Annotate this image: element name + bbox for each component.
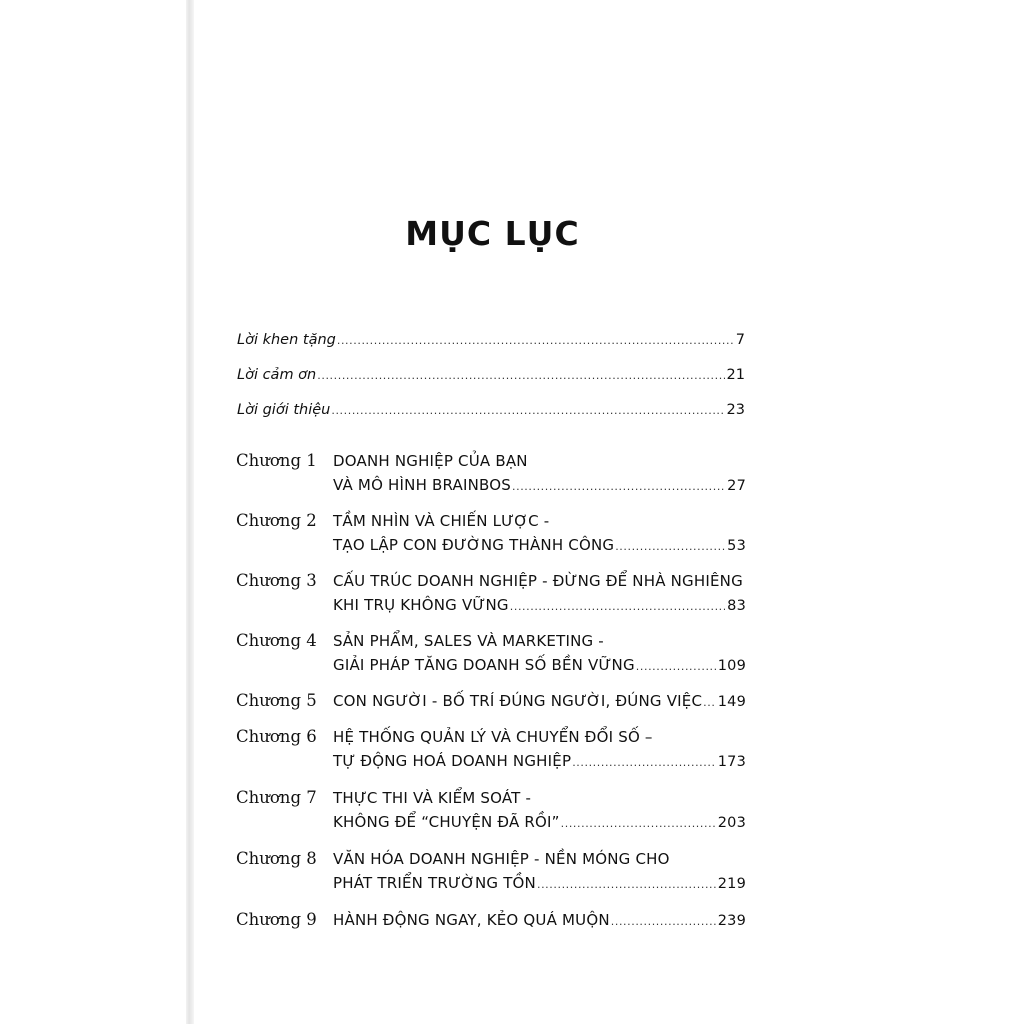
page-title: MỤC LỤC [405, 214, 580, 253]
dot-leader [561, 817, 716, 830]
entry-label: Lời khen tặng [237, 332, 336, 348]
toc-entry-loi-khen-tang [237, 332, 745, 354]
chapter-title-text: HÀNH ĐỘNG NGAY, KẺO QUÁ MUỘN [333, 911, 610, 929]
dot-leader [703, 696, 716, 709]
chapter-page-number: 203 [717, 815, 746, 831]
toc-entry-loi-gioi-thieu [237, 402, 745, 424]
chapter-number: Chương 5 [236, 691, 317, 710]
chapter-title-line-1 [333, 692, 746, 714]
chapter-number: Chương 3 [236, 571, 317, 590]
chapter-title-text: VÀ MÔ HÌNH BRAINBOS [333, 476, 511, 494]
chapter-page-number: 219 [717, 876, 746, 892]
chapter-title-line-1 [333, 572, 746, 594]
dot-leader [572, 756, 716, 769]
chapter-title-text: TẦM NHÌN VÀ CHIẾN LƯỢC - [333, 512, 550, 530]
chapter-title-text: SẢN PHẨM, SALES VÀ MARKETING - [333, 632, 604, 650]
toc-entry-loi-cam-on [237, 367, 745, 389]
chapter-title-line-1 [333, 512, 746, 534]
chapter-title-text: HỆ THỐNG QUẢN LÝ VÀ CHUYỂN ĐỔI SỐ – [333, 728, 653, 746]
chapter-page-number: 27 [727, 478, 746, 494]
chapter-title-text: CẤU TRÚC DOANH NGHIỆP - ĐỪNG ĐỂ NHÀ NGHIÊNG [333, 572, 743, 590]
dot-leader [331, 404, 724, 417]
chapter-title-line-1 [333, 452, 746, 474]
chapter-title-text: THỰC THI VÀ KIỂM SOÁT - [333, 789, 532, 807]
chapter-title-text: KHI TRỤ KHÔNG VỮNG [333, 596, 509, 614]
entry-page-number: 23 [726, 402, 745, 418]
chapter-page-number: 53 [727, 538, 746, 554]
chapter-title-text: PHÁT TRIỂN TRƯỜNG TỒN [333, 874, 536, 892]
chapter-title-line-1 [333, 632, 746, 654]
chapter-page-number: 239 [717, 913, 746, 929]
chapter-page-number: 83 [727, 598, 746, 614]
chapter-title-line-1 [333, 850, 746, 872]
chapter-title-line-1 [333, 789, 746, 811]
chapter-number: Chương 7 [236, 788, 317, 807]
chapter-title-text: DOANH NGHIỆP CỦA BẠN [333, 452, 528, 470]
book-spine-shadow [186, 0, 194, 1024]
chapter-title-line-2 [333, 752, 746, 774]
chapter-title-text: GIẢI PHÁP TĂNG DOANH SỐ BỀN VỮNG [333, 656, 635, 674]
chapter-title-text: CON NGƯỜI - BỐ TRÍ ĐÚNG NGƯỜI, ĐÚNG VIỆC [333, 692, 703, 710]
chapter-number: Chương 1 [236, 451, 317, 470]
dot-leader [317, 369, 724, 382]
dot-leader [510, 600, 725, 613]
dot-leader [615, 540, 725, 553]
chapter-title-line-2 [333, 536, 746, 558]
chapter-page-number: 149 [717, 694, 746, 710]
chapter-number: Chương 9 [236, 910, 317, 929]
chapter-number: Chương 8 [236, 849, 317, 868]
entry-label: Lời giới thiệu [237, 402, 331, 418]
chapter-title-line-2 [333, 874, 746, 896]
chapter-title-line-1 [333, 911, 746, 933]
chapter-page-number: 109 [717, 658, 746, 674]
chapter-title-line-2 [333, 656, 746, 678]
chapter-page-number: 173 [717, 754, 746, 770]
dot-leader [537, 878, 716, 891]
chapter-title-line-2 [333, 476, 746, 498]
chapter-title-line-2 [333, 813, 746, 835]
dot-leader [636, 660, 716, 673]
chapter-title-line-1 [333, 728, 746, 750]
chapter-title-line-2 [333, 596, 746, 618]
chapter-title-text: KHÔNG ĐỂ “CHUYỆN ĐÃ RỒI” [333, 813, 560, 831]
entry-label: Lời cảm ơn [237, 367, 317, 383]
chapter-title-text: TỰ ĐỘNG HOÁ DOANH NGHIỆP [333, 752, 572, 770]
chapter-number: Chương 4 [236, 631, 317, 650]
dot-leader [512, 480, 725, 493]
chapter-title-text: VĂN HÓA DOANH NGHIỆP - NỀN MÓNG CHO [333, 850, 670, 868]
chapter-title-text: TẠO LẬP CON ĐƯỜNG THÀNH CÔNG [333, 536, 615, 554]
entry-page-number: 21 [726, 367, 745, 383]
dot-leader [611, 915, 716, 928]
dot-leader [337, 334, 734, 347]
chapter-number: Chương 2 [236, 511, 317, 530]
entry-page-number: 7 [735, 332, 745, 348]
chapter-number: Chương 6 [236, 727, 317, 746]
